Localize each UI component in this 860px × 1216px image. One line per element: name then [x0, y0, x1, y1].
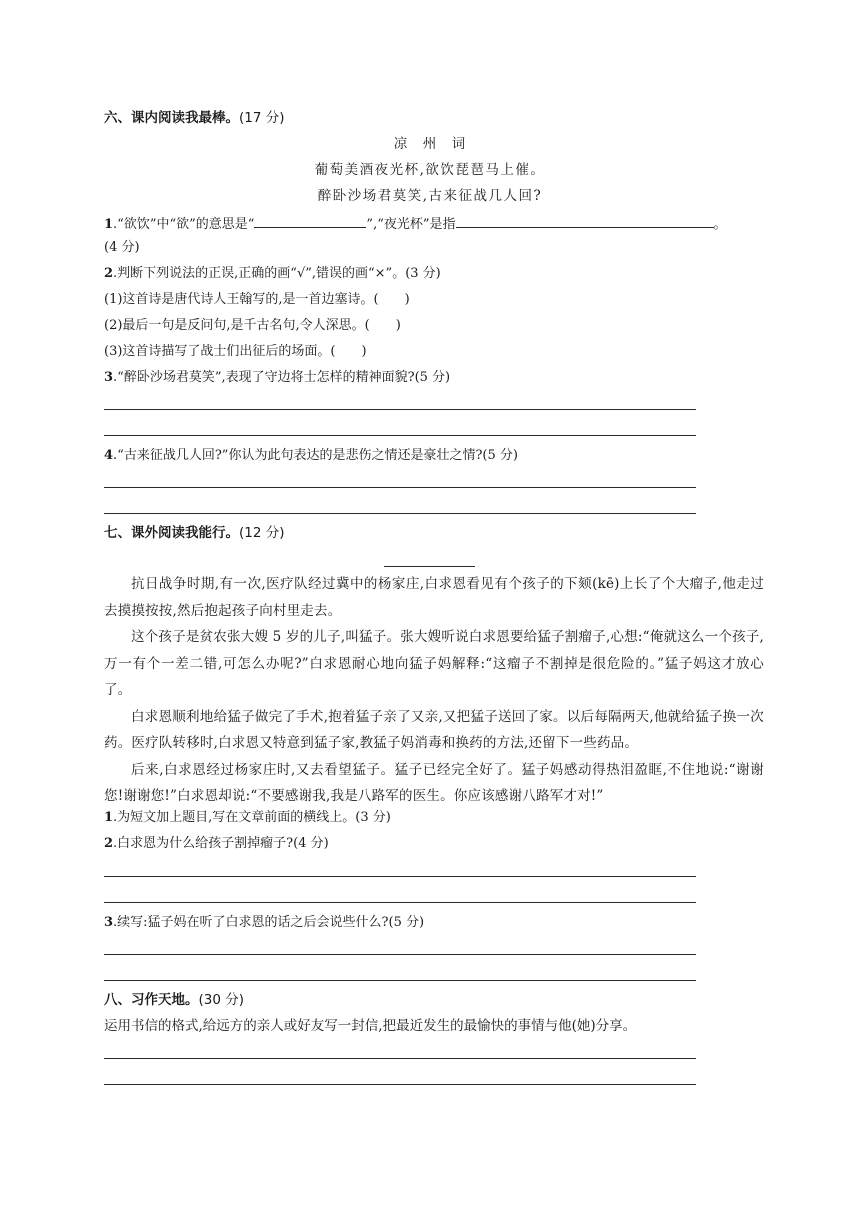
question-text: .“欲饮”中“欲”的意思是“	[113, 217, 255, 232]
answer-line[interactable]	[104, 435, 696, 436]
poem-title: 凉 州 词	[393, 136, 467, 152]
article-paragraph: 白求恩顺利地给猛子做完了手术,抱着猛子亲了又亲,又把猛子送回了家。以后每隔两天,他就给猛子换一次药。医疗队转移时,白求恩又特意到猛子家,教猛子妈消毒和换药的方法,还留下一些药品。	[104, 708, 764, 751]
answer-line[interactable]	[104, 513, 696, 514]
question-number: 1	[104, 217, 114, 232]
answer-line[interactable]	[104, 1058, 696, 1059]
question-text: .白求恩为什么给孩子割掉瘤子?(4 分)	[113, 836, 329, 851]
article-paragraph: 这个孩子是贫农张大嫂 5 岁的儿子,叫猛子。张大嫂听说白求恩要给猛子割瘤子,心想:“俺就这么一个孩子,万一有个一差二错,可怎么办呢?”白求恩耐心地向猛子妈解释:“这瘤子不割掉是很危险的。”猛子妈这才放心了。	[104, 629, 764, 698]
question-number: 2	[104, 836, 114, 851]
judgement-item-1: (1)这首诗是唐代诗人王翰写的,是一首边塞诗。( )	[104, 292, 410, 307]
answer-line[interactable]	[104, 954, 696, 955]
section-6-heading	[104, 108, 285, 128]
s6-question-3	[104, 368, 450, 388]
answer-line[interactable]	[104, 980, 696, 981]
section-7-title: 七、课外阅读我能行。	[104, 525, 239, 541]
answer-line[interactable]	[104, 487, 696, 488]
s6-question-1	[104, 212, 727, 235]
answer-line[interactable]	[104, 902, 696, 903]
s7-question-2	[104, 834, 329, 854]
section-8-points: (30 分)	[198, 992, 245, 1008]
judgement-item-2: (2)最后一句是反问句,是千古名句,令人深思。( )	[104, 318, 401, 333]
question-text: .为短文加上题目,写在文章前面的横线上。(3 分)	[113, 810, 391, 825]
question-number: 1	[104, 810, 114, 825]
section-8-heading	[104, 990, 244, 1010]
article-paragraph: 后来,白求恩经过杨家庄时,又去看望猛子。猛子已经完全好了。猛子妈感动得热泪盈眶,不住地说:“谢谢您!谢谢您!”白求恩却说:“不要感谢我,我是八路军的医生。你应该感谢八路军才对!”	[104, 761, 764, 804]
poem-line-1: 葡萄美酒夜光杯,欲饮琵琶马上催。	[314, 162, 546, 178]
question-number: 2	[104, 266, 114, 281]
poem-line-2: 醉卧沙场君莫笑,古来征战几人回?	[317, 188, 543, 204]
question-text: 。	[713, 217, 727, 232]
answer-line[interactable]	[104, 409, 696, 410]
article-title-blank[interactable]	[384, 566, 475, 567]
answer-blank-2[interactable]	[456, 212, 714, 228]
answer-line[interactable]	[104, 876, 696, 877]
section-6-title: 六、课内阅读我最棒。	[104, 110, 239, 126]
question-number: 3	[104, 915, 114, 930]
s6-question-1-points: (4 分)	[104, 240, 140, 255]
article-body	[104, 571, 764, 810]
s6-question-4	[104, 446, 518, 466]
question-text: .判断下列说法的正误,正确的画“√”,错误的画“×”。(3 分)	[113, 266, 441, 281]
judgement-item-3: (3)这首诗描写了战士们出征后的场面。( )	[104, 344, 367, 359]
question-text: .“醉卧沙场君莫笑”,表现了守边将士怎样的精神面貌?(5 分)	[113, 370, 451, 385]
answer-blank-1[interactable]	[254, 212, 366, 228]
question-text: .续写:猛子妈在听了白求恩的话之后会说些什么?(5 分)	[113, 915, 425, 930]
question-text: ”,“夜光杯”是指	[366, 217, 456, 232]
question-text: .“古来征战几人回?”你认为此句表达的是悲伤之情还是豪壮之情?(5 分)	[113, 448, 518, 463]
section-7-points: (12 分)	[239, 525, 285, 541]
article-paragraph: 抗日战争时期,有一次,医疗队经过冀中的杨家庄,白求恩看见有个孩子的下颏(kē)上长了个大瘤子,他走过去摸摸按按,然后抱起孩子向村里走去。	[104, 576, 764, 619]
question-number: 4	[104, 448, 114, 463]
section-8-title: 八、习作天地。	[104, 992, 199, 1008]
question-number: 3	[104, 370, 114, 385]
answer-line[interactable]	[104, 1084, 696, 1085]
s7-question-1	[104, 808, 391, 828]
s6-question-2	[104, 264, 441, 284]
writing-prompt: 运用书信的格式,给远方的亲人或好友写一封信,把最近发生的最愉快的事情与他(她)分享。	[104, 1018, 637, 1034]
section-6-points: (17 分)	[239, 110, 285, 126]
section-7-heading	[104, 523, 285, 543]
s7-question-3	[104, 913, 424, 933]
